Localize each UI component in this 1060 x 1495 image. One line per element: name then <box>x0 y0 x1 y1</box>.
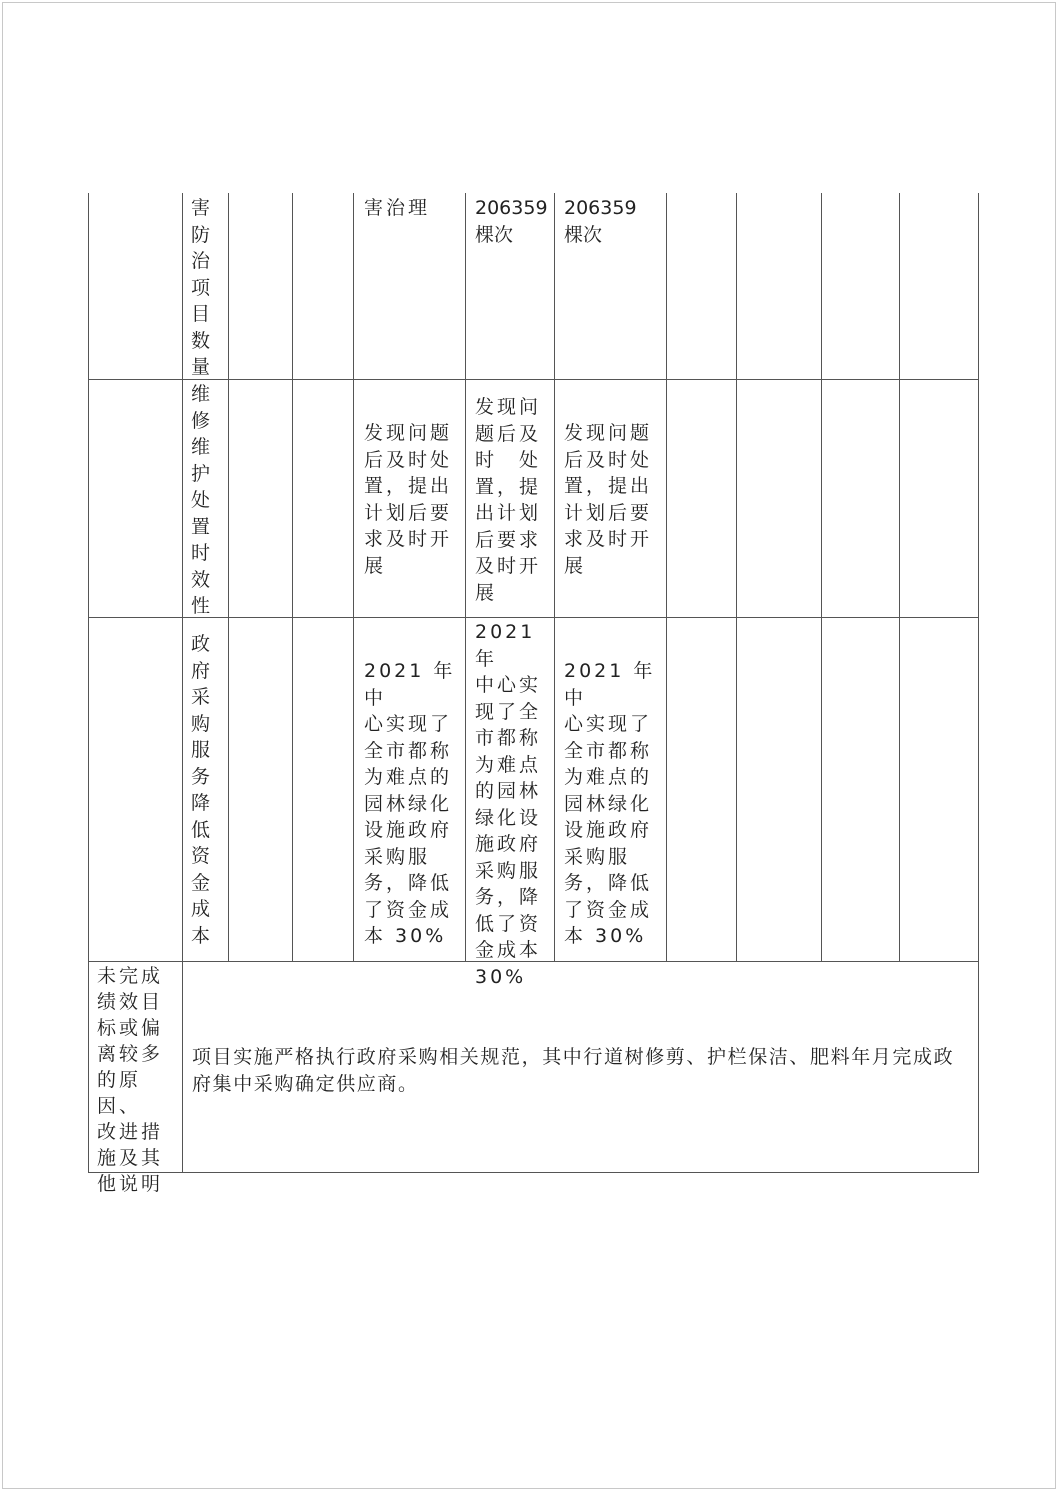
row-divider <box>88 379 979 380</box>
actual-value-cell: 206359 棵次 <box>475 197 548 246</box>
indicator-cell: 维 修 维 护 处 置 时 效 性 <box>191 383 214 617</box>
column-divider <box>228 193 229 961</box>
actual-value-cell: 发现问题 后及时处 置，提出 计划后要 求及时开 展 <box>564 422 653 577</box>
column-divider <box>821 193 822 961</box>
table-left-border <box>88 193 89 1172</box>
target-value-cell: 害治理 <box>364 197 431 219</box>
column-divider <box>353 193 354 961</box>
indicator-cell: 政 府 采 购 服 务 降 低 资 金 成 本 <box>191 633 214 947</box>
column-divider <box>899 193 900 961</box>
notes-label-cell: 未完成 绩效目 标或偏 离较多 的原因、 改进措 施及其 他说明 <box>97 965 164 1195</box>
column-divider <box>182 193 183 1172</box>
column-divider <box>465 193 466 961</box>
table-bottom-border <box>88 1172 979 1173</box>
indicator-cell: 害 防 治 项 目 数 量 <box>191 197 214 378</box>
target-value-cell: 发现问题 后及时处 置，提出 计划后要 求及时开 展 <box>364 422 453 577</box>
actual-value-cell: 2021 年 中心实 现了全 市都称 为难点 的园林 绿化设 施政府 采购服 务，降 低了资 金成本 30% <box>475 621 542 988</box>
notes-text-cell: 项目实施严格执行政府采购相关规范，其中行道树修剪、护栏保洁、肥料年月完成政府集中采购确定供应商。 <box>192 1046 955 1095</box>
actual-value-cell: 发现问 题后及 时 处 置，提 出计划 后要求 及时开 展 <box>475 396 542 604</box>
document-page <box>2 2 1056 1489</box>
column-divider <box>292 193 293 961</box>
target-value-cell: 2021 年中 心实现了 全市都称 为难点的 园林绿化 设施政府 采购服 务，降低 了资金成 本 30% <box>364 660 456 947</box>
table-right-border <box>978 193 979 1172</box>
column-divider <box>736 193 737 961</box>
row-divider <box>88 617 979 618</box>
actual-value-cell: 2021 年中 心实现了 全市都称 为难点的 园林绿化 设施政府 采购服 务，降低 了资金成 本 30% <box>564 660 656 947</box>
column-divider <box>666 193 667 961</box>
actual-value-cell: 206359 棵次 <box>564 197 637 246</box>
